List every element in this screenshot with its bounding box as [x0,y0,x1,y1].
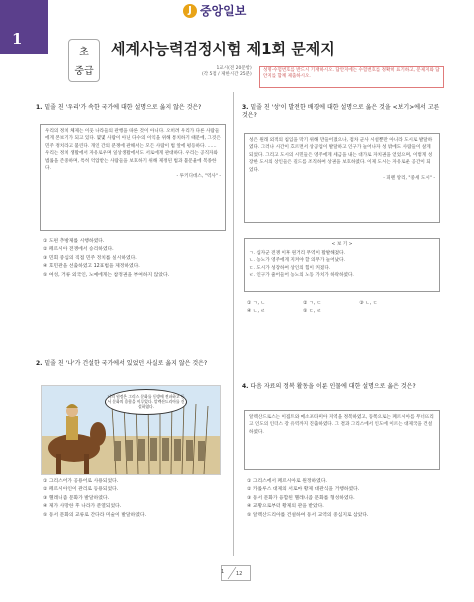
level-badge [68,39,100,82]
question-number: 3. [242,104,249,111]
choice[interactable]: ④ 교황으로부터 황제의 관을 받았다. [247,504,324,510]
choice[interactable]: ① 그리스에서 페르시아로 원정하였다. [247,479,327,484]
bogi-title: < 보 기 > [331,242,353,247]
logo-mark-icon: J [183,4,197,18]
question-1-passage [40,124,226,231]
current-page: 1 [221,569,225,575]
bogi-item: ㄹ. 인구가 줄어들어 농노의 노동 가치가 하락하였다. [249,273,354,279]
speech-bubble: 나의 원정은 그리스 문화를 동방에 전파하고 동서 문화의 융합을 이루었다. 알렉산드리아를 건설하였다. [105,389,187,415]
question-2-illustration [41,385,221,475]
bogi-item: ㄱ. 십자군 전쟁 이후 원거리 무역이 활발해졌다. [249,250,345,256]
choice[interactable]: ③ ㄴ, ㄷ [359,301,378,306]
bogi-item: ㄷ. 도시가 성장하여 상인의 힘이 커졌다. [249,265,331,271]
level-top: 초 [79,47,89,58]
passage-text: 알렉산드로스는 이집트와 메소포타미아 지역을 정복하였고, 동쪽으로는 페르시아를 무너뜨리고 인도의 인더스 강 유역까지 진출하였다. 그 결과 그리스에서 인도에 이르는 대제국을 건설하였다. [249,415,434,435]
choice[interactable]: ② 카롤루스 대제의 서로마 황제 대관식을 거행하였다. [247,487,360,493]
choice[interactable]: ⑤ ㄷ, ㄹ [303,309,322,315]
question-3-choices [247,300,437,317]
choice[interactable]: ④ 호민관을 선출하였고 12표법을 제정하였다. [43,264,140,270]
question-number: 1. [36,104,43,111]
exam-meta-line: (각 5점 / 제한시간 25분) [202,72,252,77]
exam-notice: 성명·수험번호를 반드시 기재하시오. 답안지에는 수험번호를 정확히 표기하고, 문제지와 답안지를 함께 제출하시오. [259,66,444,88]
choice[interactable]: ⑤ 동서 문화의 교류로 간다라 미술이 발달하였다. [43,512,147,518]
choice[interactable]: ② ㄱ, ㄷ [303,301,322,306]
question-prompt: 밑줄 친 '우리'가 속한 국가에 대한 설명으로 옳지 않은 것은? [44,104,202,111]
total-pages: 12 [236,571,243,577]
question-prompt: 밑줄 친 '성'이 발전한 배경에 대한 설명으로 옳은 것을 <보기>에서 고른 것은? [242,104,440,119]
exam-meta-line: 1교시(전 20문항) [216,66,252,71]
choice[interactable]: ⑤ 여성, 거류 외국인, 노예에게는 참정권을 부여하지 않았다. [43,272,170,278]
choice[interactable]: ④ ㄴ, ㄹ [247,309,266,315]
question-3-bogi [244,238,440,292]
newspaper-logo [183,2,246,19]
column-divider [233,92,234,556]
exam-meta [202,66,252,78]
question-4 [242,383,442,391]
page-number-box [0,0,48,54]
choice[interactable]: ② 페르시아 전쟁에서 승리하였다. [43,247,114,253]
question-3 [242,104,442,120]
question-4-choices [247,478,369,520]
question-prompt: 밑줄 친 '나'가 건설한 국가에서 있었던 사실로 옳지 않은 것은? [44,360,208,367]
question-2-choices [43,478,146,520]
logo-text: 중앙일보 [200,4,247,18]
bogi-item: ㄴ. 농노가 영주에게 지켜야 할 의무가 늘어났다. [249,258,345,264]
page-title: 세계사능력검정시험 제1회 문제지 [111,40,335,58]
question-prompt: 다음 자료의 정복 활동을 이룬 인물에 대한 설명으로 옳은 것은? [250,383,416,390]
choice[interactable]: ① ㄱ, ㄴ [247,301,266,306]
choice[interactable]: ④ 제가 사망한 후 나라가 분열되었다. [43,504,122,510]
choice[interactable]: ③ 동서 문화가 융합된 헬레니즘 문화를 형성하였다. [247,495,355,501]
choice[interactable]: ⑤ 알렉산드리아를 건설하여 동서 교역의 중심지로 삼았다. [247,512,369,518]
choice[interactable]: ③ 민회 중심의 직접 민주 정치를 실시하였다. [43,255,137,261]
question-number: 4. [242,383,249,390]
choice[interactable]: ② 페르시아인이 관리로 등용되었다. [43,487,119,493]
question-1 [36,104,228,112]
choice[interactable]: ① 그리스어가 공용어로 사용되었다. [43,479,119,484]
passage-source: - 피렌 앙리, "중세 도시" - [383,176,435,182]
level-bottom: 중급 [74,66,94,77]
choice[interactable]: ① 도편 추방제를 시행하였다. [43,239,105,244]
question-1-choices [43,238,169,280]
page-number: 1 [12,30,23,48]
passage-source: - 투키디데스, "역사" - [176,174,221,180]
question-3-passage [244,133,440,223]
question-2 [36,360,226,368]
page-indicator [221,565,251,581]
passage-text: 성은 원래 외적의 침입을 막기 위해 만들어졌으나, 점차 군사 시설뿐만 아니라 도시로 발달하였다. 그러나 시간이 흐르면서 상공업이 발달하고 인구가 늘어나자 성 밖에도 사람들이 살게 되었다. 그리고 도시의 시민들은 영주에게 세금을 내는 대가로 자치권을 얻었으며, 이렇게 성장한 도시의 상인들은 길드를 조직하여 상권을 보호하였다. 이제 도시는 자유로운 공간이 되었다. [249,138,433,173]
question-4-passage [244,410,440,470]
question-number: 2. [36,360,43,367]
passage-text: 우리의 정치 체제는 이웃 나라들의 관행을 따른 것이 아니다. 오히려 우리가 다른 사람들에게 본보기가 되고 있다. 몇몇 사람이 아닌 다수의 이익을 위해 통치하기 때문에, 그것은 민주 정치라고 불린다. 개인 간의 분쟁에 관해서는 모든 사람이 법 앞에 평등하다. …… 우리는 정치 생활에서 자유로우며 일상생활에서도 서로에게 관대하다. 우리는 공직자와 법률을 존중하며, 특히 억압받는 사람들을 보호하기 위해 제정된 법과 불문율에 복종한다. [45,129,221,172]
choice[interactable]: ③ 헬레니즘 문화가 발달하였다. [43,495,110,501]
